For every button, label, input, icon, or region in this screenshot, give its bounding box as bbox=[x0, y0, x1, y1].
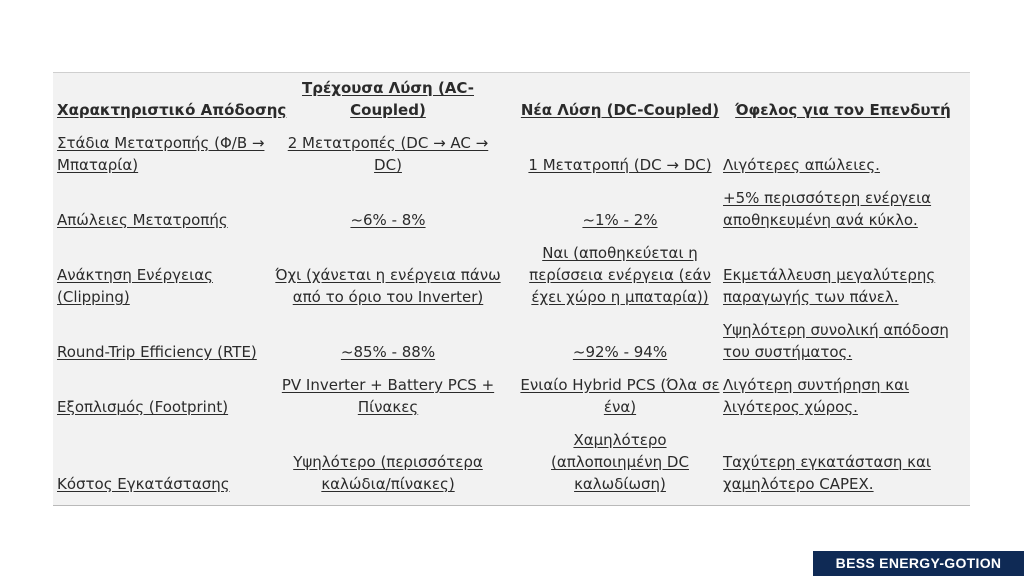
header-new-solution: Νέα Λύση (DC-Coupled) bbox=[520, 101, 720, 119]
row-5-new: Ενιαίο Hybrid PCS (Όλα σε ένα) bbox=[520, 376, 720, 416]
row-1-new: 1 Μετατροπή (DC → DC) bbox=[528, 156, 712, 174]
row-2-feature: Απώλειες Μετατροπής bbox=[57, 211, 228, 229]
row-6-current: Υψηλότερο (περισσότερα καλώδια/πίνακες) bbox=[293, 453, 483, 493]
comparison-table bbox=[53, 72, 970, 506]
row-3-current: Όχι (χάνεται η ενέργεια πάνω από το όριο του Inverter) bbox=[275, 266, 501, 306]
row-3-benefit: Εκμετάλλευση μεγαλύτερης παραγωγής των πάνελ. bbox=[723, 266, 936, 306]
row-4-new: ~92% - 94% bbox=[572, 343, 668, 361]
header-feature: Χαρακτηριστικό Απόδοσης bbox=[57, 101, 287, 119]
row-2-current: ~6% - 8% bbox=[350, 211, 426, 229]
row-5-current: PV Inverter + Battery PCS + Πίνακες bbox=[281, 376, 495, 416]
row-6-feature: Κόστος Εγκατάστασης bbox=[57, 475, 230, 493]
row-1-current: 2 Μετατροπές (DC → AC → DC) bbox=[287, 134, 489, 174]
row-4-current: ~85% - 88% bbox=[340, 343, 436, 361]
row-5-benefit: Λιγότερη συντήρηση και λιγότερος χώρος. bbox=[723, 376, 910, 416]
brand-label: BESS ENERGY-GOTION bbox=[813, 551, 1024, 576]
row-1-benefit: Λιγότερες απώλειες. bbox=[723, 156, 880, 174]
row-3-feature: Ανάκτηση Ενέργειας (Clipping) bbox=[57, 266, 213, 306]
row-4-benefit: Υψηλότερη συνολική απόδοση του συστήματος. bbox=[723, 321, 949, 361]
row-4-feature: Round-Trip Efficiency (RTE) bbox=[57, 343, 257, 361]
row-6-new: Χαμηλότερο (απλοποιημένη DC καλωδίωση) bbox=[551, 431, 689, 493]
row-2-new: ~1% - 2% bbox=[582, 211, 658, 229]
row-6-benefit: Ταχύτερη εγκατάσταση και χαμηλότερο CAPEX. bbox=[723, 453, 931, 493]
header-current-solution: Τρέχουσα Λύση (AC- Coupled) bbox=[301, 79, 474, 119]
row-3-new: Ναι (αποθηκεύεται η περίσσεια ενέργεια (εάν έχει χώρο η μπαταρία)) bbox=[529, 244, 711, 306]
row-2-benefit: +5% περισσότερη ενέργεια αποθηκευμένη ανά κύκλο. bbox=[723, 189, 932, 229]
row-1-feature: Στάδια Μετατροπής (Φ/Β → Μπαταρία) bbox=[57, 134, 265, 174]
row-5-feature: Εξοπλισμός (Footprint) bbox=[57, 398, 229, 416]
header-investor-benefit: Όφελος για τον Επενδυτή bbox=[735, 101, 951, 119]
